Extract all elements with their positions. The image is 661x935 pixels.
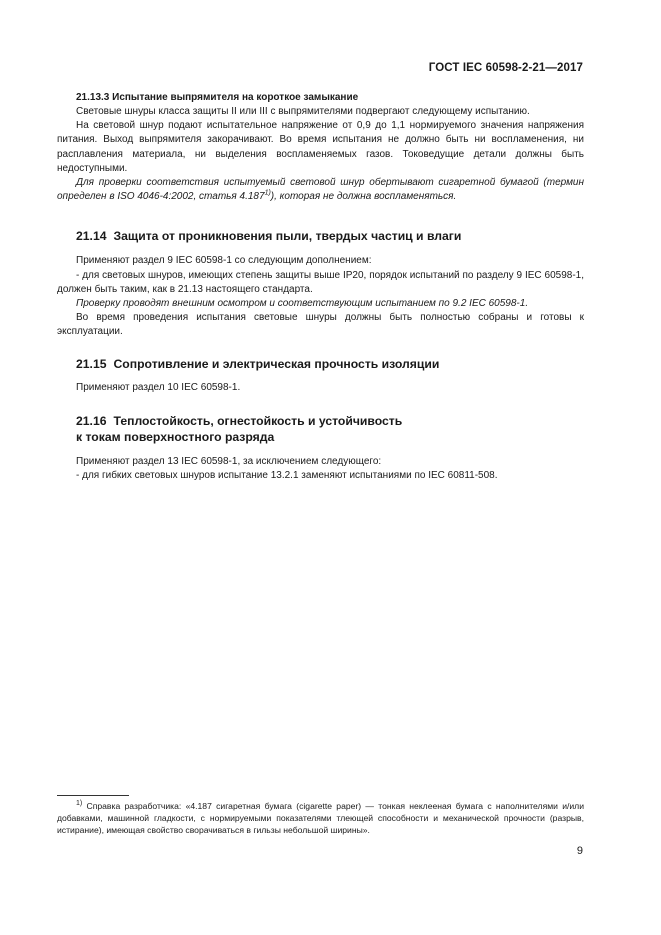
paragraph: - для световых шнуров, имеющих степень защиты выше IP20, порядок испытаний по разделу 9 IEC 60598-1, должен быть таким, как в 21.13 настоящего стандарта. bbox=[57, 269, 584, 295]
section-heading-21-16 bbox=[57, 413, 584, 429]
paragraph-text: Для проверки соответствия испытуемый световой шнур обертывают сигаретной бумагой (термин определен в ISO 4046-4:2002, статья 4.187 bbox=[57, 177, 584, 203]
paragraph: Применяют раздел 13 IEC 60598-1, за исключением следующего: bbox=[76, 455, 382, 467]
footnote-body: Справка разработчика: «4.187 сигаретная бумага (cigarette paper) — тонкая неклееная бумага с наполнителями и/или добавками, машинной гладкости, с нормируемыми показателями тлеющей способности и механической прочности (разрыв, истирание), имеющая свойство сворачиваться в гильзы небольшой ширины». bbox=[57, 801, 584, 836]
footnote-separator bbox=[57, 795, 129, 796]
section-number: 21.15 bbox=[76, 356, 107, 371]
paragraph: Применяют раздел 9 IEC 60598-1 со следующим дополнением: bbox=[76, 255, 372, 267]
section-title-line: Теплостойкость, огнестойкость и устойчивость bbox=[113, 413, 403, 428]
footnote bbox=[57, 800, 584, 837]
footnote-text bbox=[57, 800, 584, 837]
compliance-check-paragraph bbox=[57, 176, 584, 204]
paragraph: Световые шнуры класса защиты II или III с выпрямителями подвергают следующему испытанию. bbox=[76, 106, 530, 117]
section-heading-21-16-continued: к токам поверхностного разряда bbox=[76, 429, 275, 444]
section-heading-21-15 bbox=[57, 356, 584, 372]
document-code-header: ГОСТ IEC 60598-2-21—2017 bbox=[428, 62, 583, 74]
page-content bbox=[57, 91, 584, 483]
paragraph: - для гибких световых шнуров испытание 13.2.1 заменяют испытаниями по IEC 60811-508. bbox=[76, 470, 498, 482]
section-heading-21-14 bbox=[57, 228, 584, 244]
section-number: 21.16 bbox=[76, 413, 107, 428]
footnote-reference[interactable]: 1) bbox=[264, 189, 271, 197]
paragraph: Применяют раздел 10 IEC 60598-1. bbox=[76, 381, 241, 393]
paragraph: На световой шнур подают испытательное напряжение от 0,9 до 1,1 нормируемого значения напряжения питания. Выход выпрямителя закорачивают. Во время испытания не должно быть ни воспламенения, ни расплавления материала, ни выделения воспламеняемых газов. Токоведущие детали должны быть недоступными. bbox=[57, 120, 584, 174]
footnote-mark: 1) bbox=[76, 800, 83, 808]
subsection-title-21-13-3: 21.13.3 Испытание выпрямителя на короткое замыкание bbox=[76, 92, 359, 103]
section-number: 21.14 bbox=[76, 229, 107, 244]
section-title: Защита от проникновения пыли, твердых частиц и влаги bbox=[113, 229, 462, 244]
paragraph: Во время проведения испытания световые шнуры должны быть полностью собраны и готовы к эксплуатации. bbox=[57, 312, 584, 338]
section-title: Сопротивление и электрическая прочность изоляции bbox=[113, 356, 440, 371]
page-number: 9 bbox=[576, 845, 583, 857]
compliance-check-paragraph: Проверку проводят внешним осмотром и соответствующим испытанием по 9.2 IEC 60598-1. bbox=[76, 298, 529, 310]
paragraph-text: ), которая не должна воспламеняться. bbox=[270, 191, 457, 203]
